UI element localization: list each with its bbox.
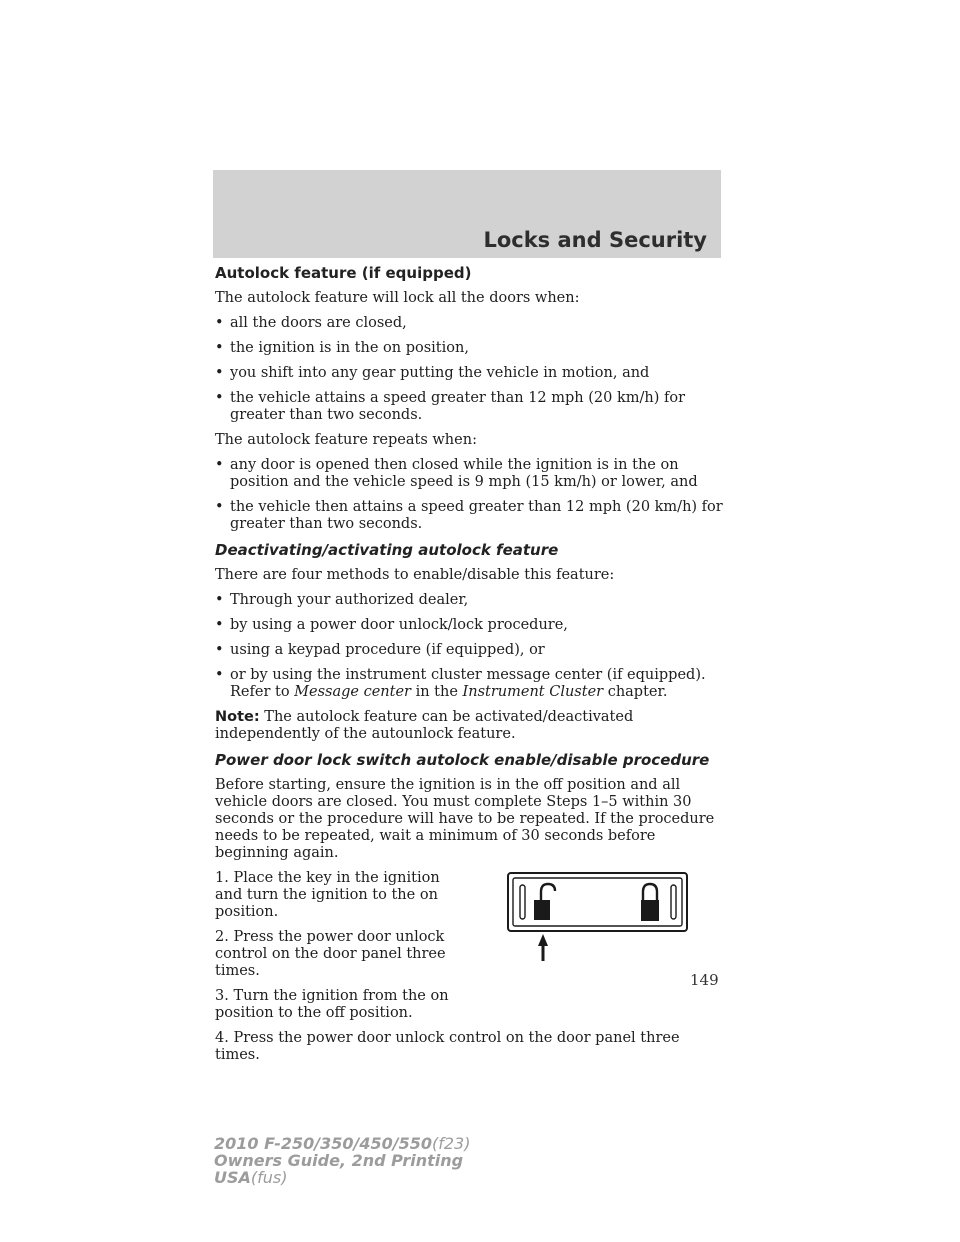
methods-list xyxy=(215,592,725,701)
autolock-conditions-list xyxy=(215,315,725,424)
methods-intro: There are four methods to enable/disable this feature: xyxy=(215,567,615,583)
list-item: • using a keypad procedure (if equipped), or xyxy=(215,642,545,658)
lock-icon xyxy=(641,884,659,921)
unlock-icon xyxy=(534,884,555,920)
step-3: 3. Turn the ignition from the on position to the off position. xyxy=(215,988,449,1021)
heading-deactivating: Deactivating/activating autolock feature xyxy=(215,541,559,559)
bullet-icon: • xyxy=(215,617,224,633)
list-item: • or by using the instrument cluster message center (if equipped). Refer to Message center in the Instrument Cluster chapter. xyxy=(215,667,706,700)
procedure-intro: Before starting, ensure the ignition is in the off position and all vehicle doors are closed. You must complete Steps 1–5 within 30 seconds or the procedure will have to be repeated. If the procedure needs to be repeated, wait a minimum of 30 seconds before beginning again. xyxy=(215,777,715,861)
note xyxy=(215,709,725,743)
bullet-icon: • xyxy=(215,365,224,381)
bullet-icon: • xyxy=(215,499,224,515)
bullet-icon: • xyxy=(215,390,224,406)
bullet-icon: • xyxy=(215,457,224,473)
bullet-icon: • xyxy=(215,592,224,608)
list-item: • the vehicle attains a speed greater than 12 mph (20 km/h) for greater than two seconds. xyxy=(215,390,686,423)
page-number: 149 xyxy=(690,971,719,989)
footer-line-3: USA(fus) xyxy=(214,1168,288,1187)
step-4: 4. Press the power door unlock control on the door panel three times. xyxy=(215,1030,680,1063)
bullet-icon: • xyxy=(215,315,224,331)
note-text: The autolock feature can be activated/deactivated independently of the autounlock feature. xyxy=(215,709,634,742)
list-item: • the ignition is in the on position, xyxy=(215,340,469,356)
list-item: • the vehicle then attains a speed greater than 12 mph (20 km/h) for greater than two seconds. xyxy=(215,499,723,532)
list-item: • by using a power door unlock/lock procedure, xyxy=(215,617,568,633)
arrow-up-icon xyxy=(538,934,548,961)
door-lock-switch-diagram xyxy=(506,870,690,962)
list-item: • Through your authorized dealer, xyxy=(215,592,469,608)
ref-instrument-cluster: Instrument Cluster xyxy=(462,684,604,700)
note-label: Note: xyxy=(215,709,260,725)
document-footer xyxy=(214,1135,534,1186)
section-title: Locks and Security xyxy=(483,228,707,252)
step-1: 1. Place the key in the ignition and turn the ignition to the on position. xyxy=(215,870,440,920)
heading-autolock: Autolock feature (if equipped) xyxy=(215,264,472,282)
ref-message-center: Message center xyxy=(294,684,411,700)
list-item: • you shift into any gear putting the vehicle in motion, and xyxy=(215,365,650,381)
autolock-repeat-intro: The autolock feature repeats when: xyxy=(215,432,477,448)
bullet-icon: • xyxy=(215,642,224,658)
footer-line-2: Owners Guide, 2nd Printing xyxy=(214,1151,464,1170)
autolock-repeat-list xyxy=(215,457,725,533)
step-2: 2. Press the power door unlock control on the door panel three times. xyxy=(215,929,446,979)
bullet-icon: • xyxy=(215,340,224,356)
procedure-steps xyxy=(215,870,725,1064)
page-content xyxy=(215,264,725,1072)
bullet-icon: • xyxy=(215,667,224,683)
list-item: • all the doors are closed, xyxy=(215,315,407,331)
autolock-intro: The autolock feature will lock all the doors when: xyxy=(215,290,580,306)
list-item: • any door is opened then closed while the ignition is in the on position and the vehicle speed is 9 mph (15 km/h) or lower, and xyxy=(215,457,698,490)
footer-line-1: 2010 F-250/350/450/550(f23) xyxy=(214,1134,471,1153)
section-header-band xyxy=(213,170,721,258)
heading-power-door-procedure: Power door lock switch autolock enable/disable procedure xyxy=(215,751,710,769)
